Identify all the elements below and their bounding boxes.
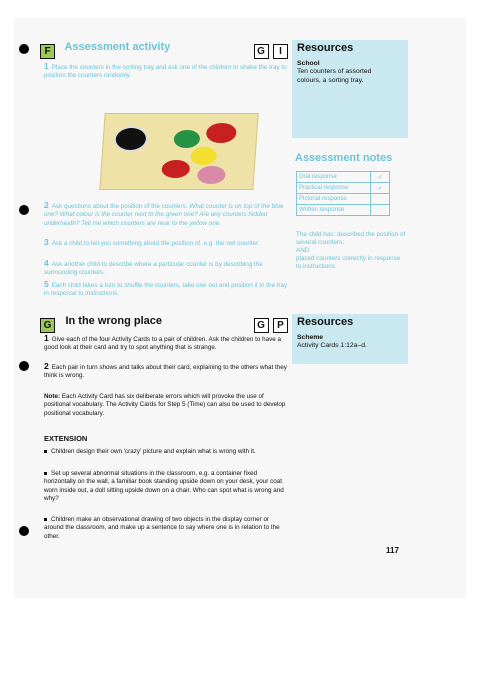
row-label: Oral response xyxy=(297,172,371,183)
extension-item: Children make an observational drawing of two objects in the display corner or around the classroom, and make up a sentence to say where one is in relation to the other. xyxy=(44,516,280,540)
extension-item: Set up several abnormal situations in the classroom, e.g. a container fixed horizontally on the wall, a familiar book standing upside down on your desk, your coat worn inside out, a doll sitting upside down on a chair. Who can spot what is wrong and why? xyxy=(44,470,284,502)
assessment-notes-table xyxy=(296,171,390,216)
section-f-header xyxy=(40,41,288,57)
badge-i: I xyxy=(273,44,288,59)
section-g-header xyxy=(40,315,288,331)
table-row xyxy=(297,172,390,183)
row-label: Written response xyxy=(297,205,371,216)
resources-text: Activity Cards 1:12a–d. xyxy=(297,342,367,350)
section-f-step1: 1 Place the counters in the sorting tray and ask one of the children to shake the tray to position the counters randomly. xyxy=(44,61,287,80)
section-f-letter: F xyxy=(40,44,55,59)
section-g-step1: 1 Give each of the four Activity Cards to a pair of children. Ask the children to have a good look at their card and try to spot anything that is strange. xyxy=(44,333,281,352)
counter-pink xyxy=(197,166,226,184)
resources-heading: Resources xyxy=(297,316,354,328)
badge-g: G xyxy=(254,318,269,333)
assessment-notes-heading: Assessment notes xyxy=(295,152,393,164)
counter-yellow xyxy=(190,147,217,165)
binder-hole xyxy=(19,526,29,536)
badge-p: P xyxy=(273,318,288,333)
counter-green xyxy=(173,130,200,148)
row-label: Practical response xyxy=(297,183,371,194)
section-f-title: Assessment activity xyxy=(64,41,171,53)
counter-red xyxy=(161,160,190,178)
tick-cell xyxy=(371,194,390,205)
section-g-note: Note: Each Activity Card has six deliberate errors which will provoke the use of positional vocabulary. The Activity Cards for Step 5 (Time) can also be used to develop positional vocabulary. xyxy=(44,393,286,417)
resources-sub: Scheme xyxy=(297,334,324,341)
page-sheet xyxy=(14,18,466,598)
badge-g: G xyxy=(254,44,269,59)
sorting-tray-photo xyxy=(99,113,258,190)
resources-sub: School xyxy=(297,60,320,67)
resources-panel xyxy=(292,40,408,138)
section-f-step5: 5 Each child takes a turn to shuffle the counters, take one out and position it in the tray in response to instructions. xyxy=(44,279,288,298)
section-g-step2: 2 Each pair in turn shows and talks about their card, explaining to the others what they think is wrong. xyxy=(44,361,287,380)
binder-hole xyxy=(19,205,29,215)
table-row xyxy=(297,194,390,205)
binder-hole xyxy=(19,44,29,54)
binder-hole xyxy=(19,361,29,371)
check-icon: ✓ xyxy=(371,183,390,194)
check-icon: ✓ xyxy=(371,172,390,183)
extension-item: Children design their own 'crazy' picture and explain what is wrong with it. xyxy=(44,448,288,456)
section-f-step4: 4 Ask another child to describe where a particular counter is by describing the surrounding counters. xyxy=(44,258,263,277)
counter-red xyxy=(206,123,237,143)
table-row xyxy=(297,183,390,194)
section-f-step2: 2 Ask questions about the position of the counters. What counter is on top of the blue one? What colour is the counter next to the green one? Are any counters hidden underneath? Tell me which counters are near to the yellow one. xyxy=(44,200,284,227)
tick-cell xyxy=(371,205,390,216)
page-number: 117 xyxy=(386,546,399,555)
resources-text: Ten counters of assorted colours, a sorting tray. xyxy=(297,68,372,84)
assessment-notes-text: The child has: described the position of several counters; AND placed counters correctly in response to instructions. xyxy=(296,231,406,270)
extension-heading: EXTENSION xyxy=(44,434,88,443)
counter-black xyxy=(113,126,149,152)
resources-panel xyxy=(292,314,408,364)
resources-heading: Resources xyxy=(297,42,354,54)
section-g-title: In the wrong place xyxy=(65,315,163,327)
section-f-step3: 3 Ask a child to tell you something about the position of, e.g. the red counter. xyxy=(44,237,260,247)
section-g-letter: G xyxy=(40,318,55,333)
row-label: Pictorial response xyxy=(297,194,371,205)
table-row xyxy=(297,205,390,216)
